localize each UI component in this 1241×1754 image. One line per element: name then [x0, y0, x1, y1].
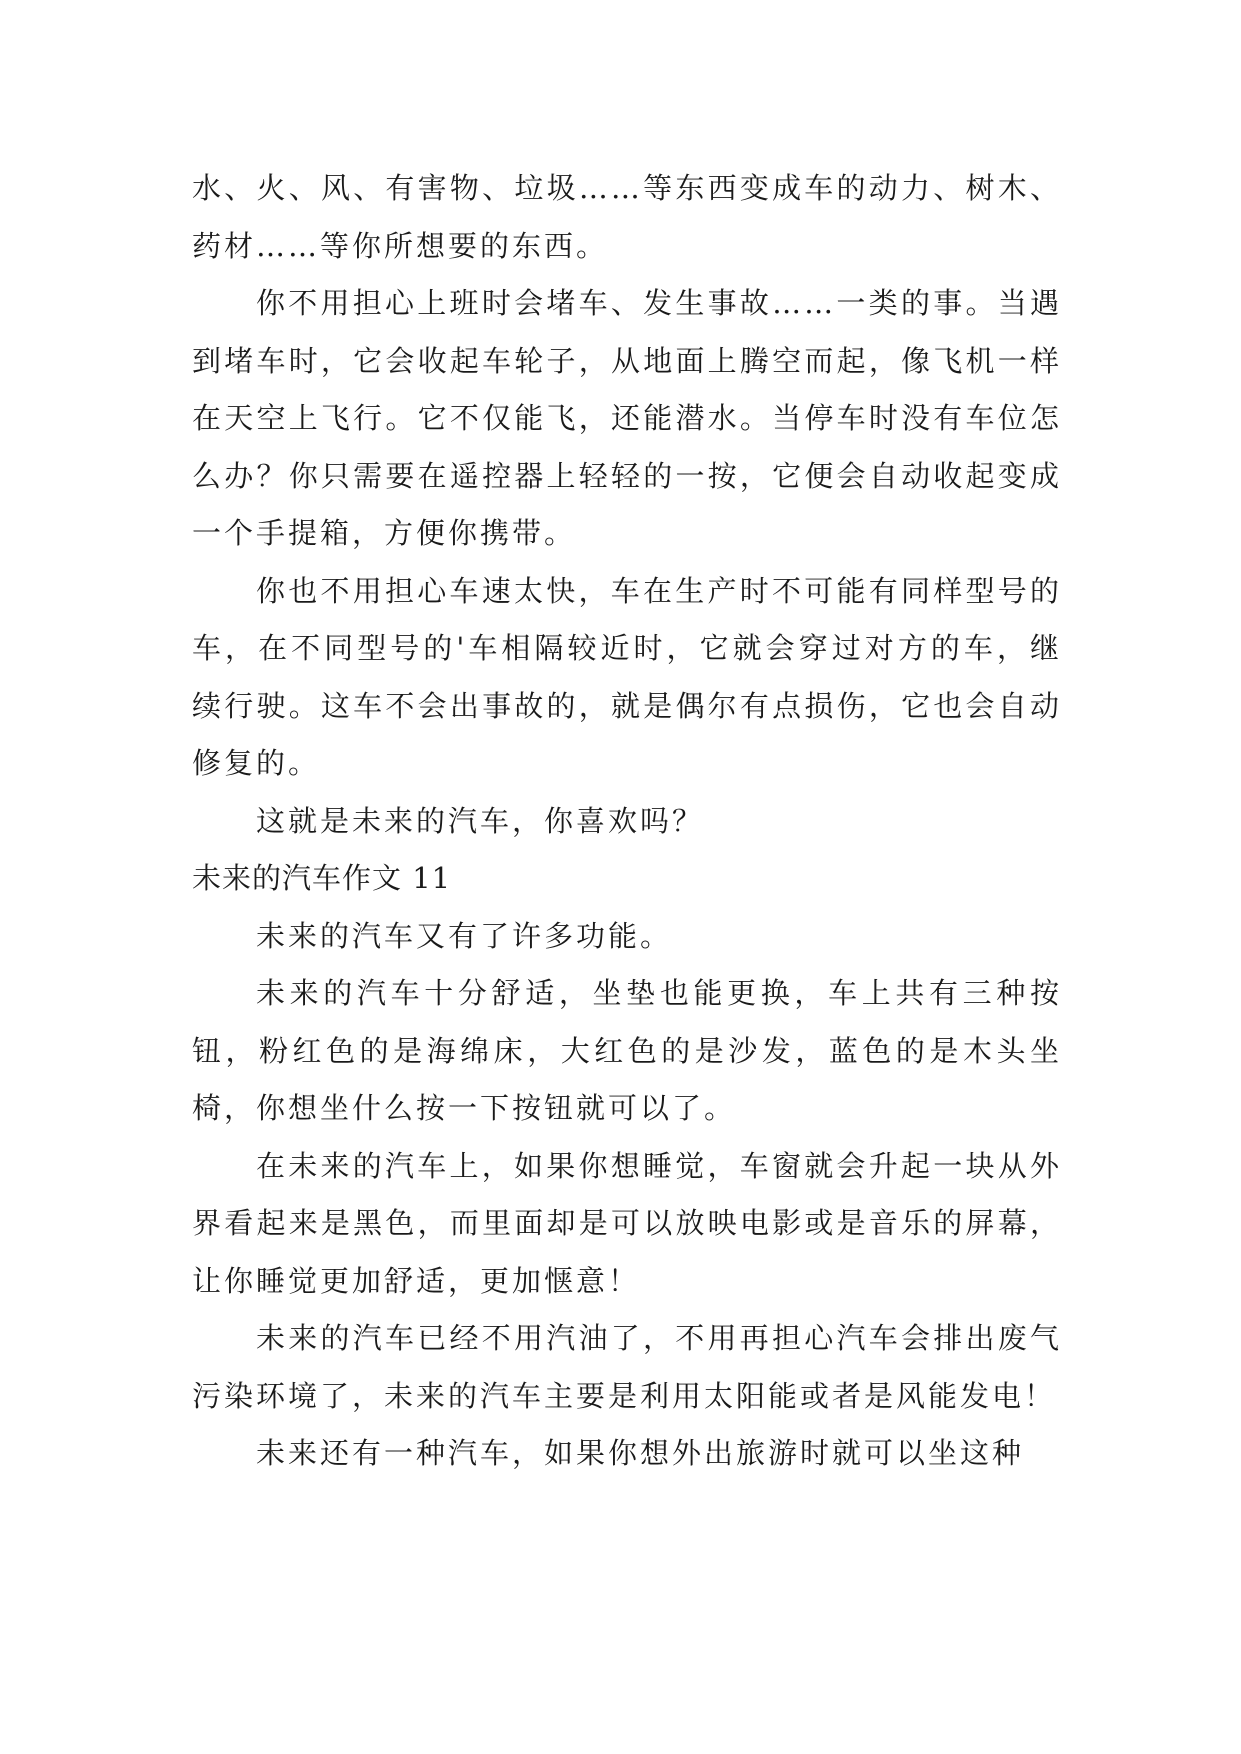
paragraph: 未来的汽车十分舒适，坐垫也能更换，车上共有三种按钮，粉红色的是海绵床，大红色的是沙发，蓝色的是木头坐椅，你想坐什么按一下按钮就可以了。 — [192, 976, 1062, 1125]
paragraph: 未来的汽车已经不用汽油了，不用再担心汽车会排出废气污染环境了，未来的汽车主要是利用太阳能或者是风能发电！ — [192, 1321, 1062, 1413]
paragraph: 未来还有一种汽车，如果你想外出旅游时就可以坐这种 — [256, 1436, 1025, 1470]
paragraph-continued: 水、火、风、有害物、垃圾……等东西变成车的动力、树木、药材……等你所想要的东西。 — [192, 171, 1062, 263]
paragraph: 你不用担心上班时会堵车、发生事故……一类的事。当遇到堵车时，它会收起车轮子，从地面上腾空而起，像飞机一样在天空上飞行。它不仅能飞，还能潜水。当停车时没有车位怎么办？你只需要在遥控器上轻轻的一按，它便会自动收起变成一个手提箱，方便你携带。 — [192, 286, 1062, 550]
section-title: 未来的汽车作文 11 — [192, 861, 452, 895]
paragraph: 这就是未来的汽车，你喜欢吗？ — [256, 803, 705, 838]
paragraph: 未来的汽车又有了许多功能。 — [256, 918, 673, 953]
paragraph: 在未来的汽车上，如果你想睡觉，车窗就会升起一块从外界看起来是黑色，而里面却是可以放映电影或是音乐的屏幕，让你睡觉更加舒适，更加惬意！ — [192, 1148, 1062, 1298]
paragraph: 你也不用担心车速太快，车在生产时不可能有同样型号的车，在不同型号的'车相隔较近时，它就会穿过对方的车，继续行驶。这车不会出事故的，就是偶尔有点损伤，它也会自动修复的。 — [192, 573, 1062, 780]
document-body — [192, 160, 1062, 1483]
